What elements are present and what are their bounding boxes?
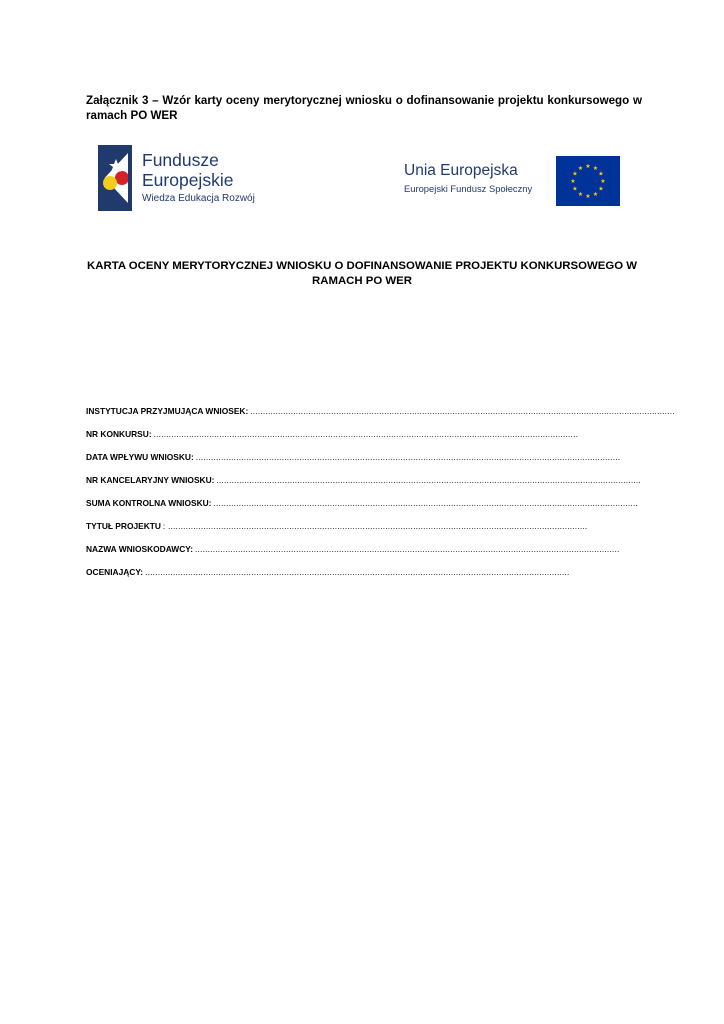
annex-title: Załącznik 3 – Wzór karty oceny merytorycznej wniosku o dofinansowanie projektu konkursowego w ramach PO WER bbox=[86, 94, 642, 122]
fe-name-line2: Europejskie bbox=[142, 170, 234, 190]
fundusze-europejskie-logo bbox=[98, 142, 268, 214]
svg-text:★: ★ bbox=[598, 170, 604, 178]
field-label: DATA WPŁYWU WNIOSKU: bbox=[86, 452, 194, 462]
field-nr-konkursu bbox=[86, 427, 579, 450]
field-tytul-projektu bbox=[86, 519, 588, 542]
fill-in-line[interactable]: ........................................................................................................................................................................ bbox=[250, 406, 675, 416]
field-label: NR KANCELARYJNY WNIOSKU: bbox=[86, 475, 215, 485]
fill-in-line[interactable]: ........................................................................................................................................................................ bbox=[213, 498, 638, 508]
svg-text:★: ★ bbox=[592, 191, 599, 198]
fe-text-block bbox=[142, 150, 255, 206]
field-oceniajacy bbox=[86, 565, 570, 588]
fill-in-line[interactable]: ........................................................................................................................................................................ bbox=[216, 475, 641, 485]
unia-europejska-logo bbox=[404, 156, 622, 208]
fe-name-line1: Fundusze bbox=[142, 150, 219, 170]
field-label: OCENIAJĄCY: bbox=[86, 567, 144, 577]
fill-in-line[interactable]: ........................................................................................................................................................................ bbox=[153, 429, 579, 439]
svg-text:★: ★ bbox=[577, 191, 584, 198]
ue-name: Unia Europejska bbox=[404, 162, 518, 179]
svg-text:★: ★ bbox=[577, 165, 584, 172]
svg-text:★: ★ bbox=[572, 170, 578, 178]
ue-fund-name: Europejski Fundusz Społeczny bbox=[404, 183, 533, 194]
svg-text:★: ★ bbox=[585, 163, 591, 170]
svg-text:★: ★ bbox=[570, 178, 576, 185]
fe-tagline: Wiedza Edukacja Rozwój bbox=[142, 193, 255, 204]
eu-flag-icon bbox=[556, 156, 620, 206]
field-data-wplywu bbox=[86, 450, 621, 473]
svg-text:★: ★ bbox=[572, 185, 578, 193]
fe-star-mark-icon bbox=[98, 145, 132, 211]
fill-in-line[interactable]: ........................................................................................................................................................................ bbox=[145, 567, 570, 577]
ue-text-block bbox=[404, 162, 532, 196]
form-fields bbox=[86, 404, 675, 588]
svg-text:★: ★ bbox=[585, 193, 591, 200]
field-label: SUMA KONTROLNA WNIOSKU: bbox=[86, 498, 212, 508]
fill-in-line[interactable]: : ...................................................................................................................................................................... bbox=[162, 521, 588, 531]
field-label: NAZWA WNIOSKODAWCY: bbox=[86, 544, 193, 554]
svg-text:★: ★ bbox=[598, 185, 604, 193]
field-nazwa-wnioskodawcy bbox=[86, 542, 620, 565]
field-instytucja bbox=[86, 404, 675, 427]
fill-in-line[interactable]: ........................................................................................................................................................................ bbox=[195, 452, 621, 462]
form-title: KARTA OCENY MERYTORYCZNEJ WNIOSKU O DOFINANSOWANIE PROJEKTU KONKURSOWEGO W RAMACH PO WER bbox=[87, 260, 637, 287]
field-label: NR KONKURSU: bbox=[86, 429, 152, 439]
field-nr-kancelaryjny bbox=[86, 473, 641, 496]
svg-text:★: ★ bbox=[592, 165, 599, 172]
fill-in-line[interactable]: ........................................................................................................................................................................ bbox=[195, 544, 620, 554]
field-label: INSTYTUCJA PRZYJMUJĄCA WNIOSEK: bbox=[86, 406, 249, 416]
field-label: TYTUŁ PROJEKTU bbox=[86, 521, 161, 531]
svg-text:★: ★ bbox=[600, 178, 606, 185]
field-suma-kontrolna bbox=[86, 496, 638, 519]
